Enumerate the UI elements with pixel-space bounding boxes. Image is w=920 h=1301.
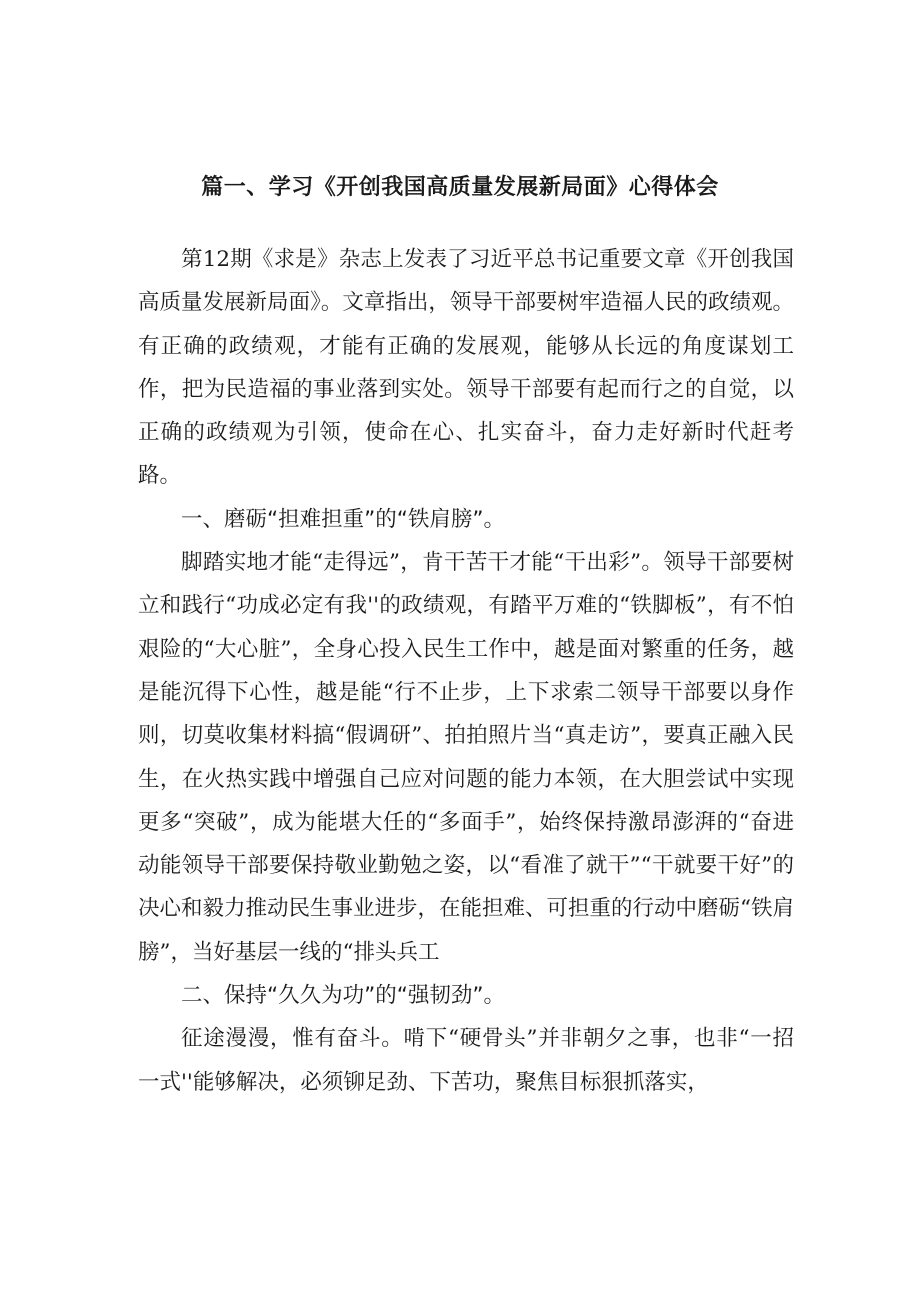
section-paragraph-2: 征途漫漫，惟有奋斗。啃下“硬骨头”并非朝夕之事，也非“一招一式''能够解决，必须铆足劲、下苦功，聚焦目标狠抓落实， [138, 1026, 794, 1095]
section-paragraph-1: 脚踏实地才能“走得远”，肯干苦干才能“干出彩”。领导干部要树立和践行“功成必定有我''的政绩观，有踏平万难的“铁脚板”，有不怕艰险的“大心脏”，全身心投入民生工作中，越是面对繁重的任务，越是能沉得下心性，越是能“行不止步，上下求索二领导干部要以身作则，切莫收集材料搞“假调研”、拍拍照片当“真走访”，要真正融入民生，在火热实践中增强自己应对问题的能力本领，在大胆尝试中实现更多“突破”，成为能堪大任的“多面手”，始终保持激昂澎湃的“奋进动能领导干部要保持敬业勤勉之姿，以“看准了就干”“干就要干好”的决心和毅力推动民生事业进步，在能担难、可担重的行动中磨砺“铁肩膀”，当好基层一线的“排头兵工 [138, 550, 794, 965]
intro-paragraph: 第12期《求是》杂志上发表了习近平总书记重要文章《开创我国高质量发展新局面》。文章指出，领导干部要树牢造福人民的政绩观。有正确的政绩观，才能有正确的发展观，能够从长远的角度谋划工作，把为民造福的事业落到实处。领导干部要有起而行之的自觉，以正确的政绩观为引领，使命在心、扎实奋斗，奋力走好新时代赶考路。 [138, 247, 794, 489]
document-title: 篇一、学习《开创我国高质量发展新局面》心得体会 [201, 175, 719, 200]
section-heading-2: 二、保持“久久为功”的“强韧劲”。 [181, 983, 506, 1009]
section-heading-1: 一、磨砺“担难担重”的“铁肩膀”。 [181, 506, 506, 532]
document-body [138, 238, 794, 1104]
